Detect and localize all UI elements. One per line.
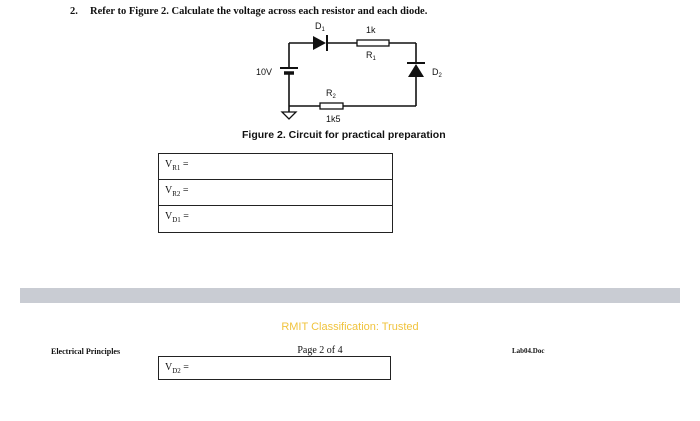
classification-label: RMIT Classification: Trusted [281,321,419,333]
footer-page-number: Page 2 of 4 [297,345,343,356]
r2-label: $R_2$ [326,88,336,100]
source-label: 10V [256,67,273,77]
r1-value: 1k [366,25,376,35]
r1-label: $R_1$ [366,50,376,62]
page-break-band [20,288,680,303]
answer-table [158,153,393,233]
question-body: Refer to Figure 2. Calculate the voltage across each resistor and each diode. [90,6,428,17]
diode-d2-symbol [408,64,424,77]
diode-d1-symbol [313,36,326,50]
d1-label: $D_1$ [315,21,325,33]
figure-caption: Figure 2. Circuit for practical preparation [242,129,446,141]
resistor-r2-symbol [320,103,343,109]
answer-row-vr2[interactable]: $V_{R2}$ = [159,180,392,206]
ground-symbol [282,112,296,119]
question-number: 2. [70,6,78,17]
footer-course: Electrical Principles [51,347,121,356]
r2-value: 1k5 [326,114,341,124]
answer-row-vd2[interactable]: $V_{D2}$ = [158,356,391,380]
footer-filename: Lab04.Doc [512,347,545,355]
answer-row-vd1[interactable]: $V_{D1}$ = [165,211,189,224]
resistor-r1-symbol [357,40,389,46]
d2-label: $D_2$ [432,67,442,79]
answer-row-vr1[interactable]: $V_{R1}$ = [159,154,392,180]
